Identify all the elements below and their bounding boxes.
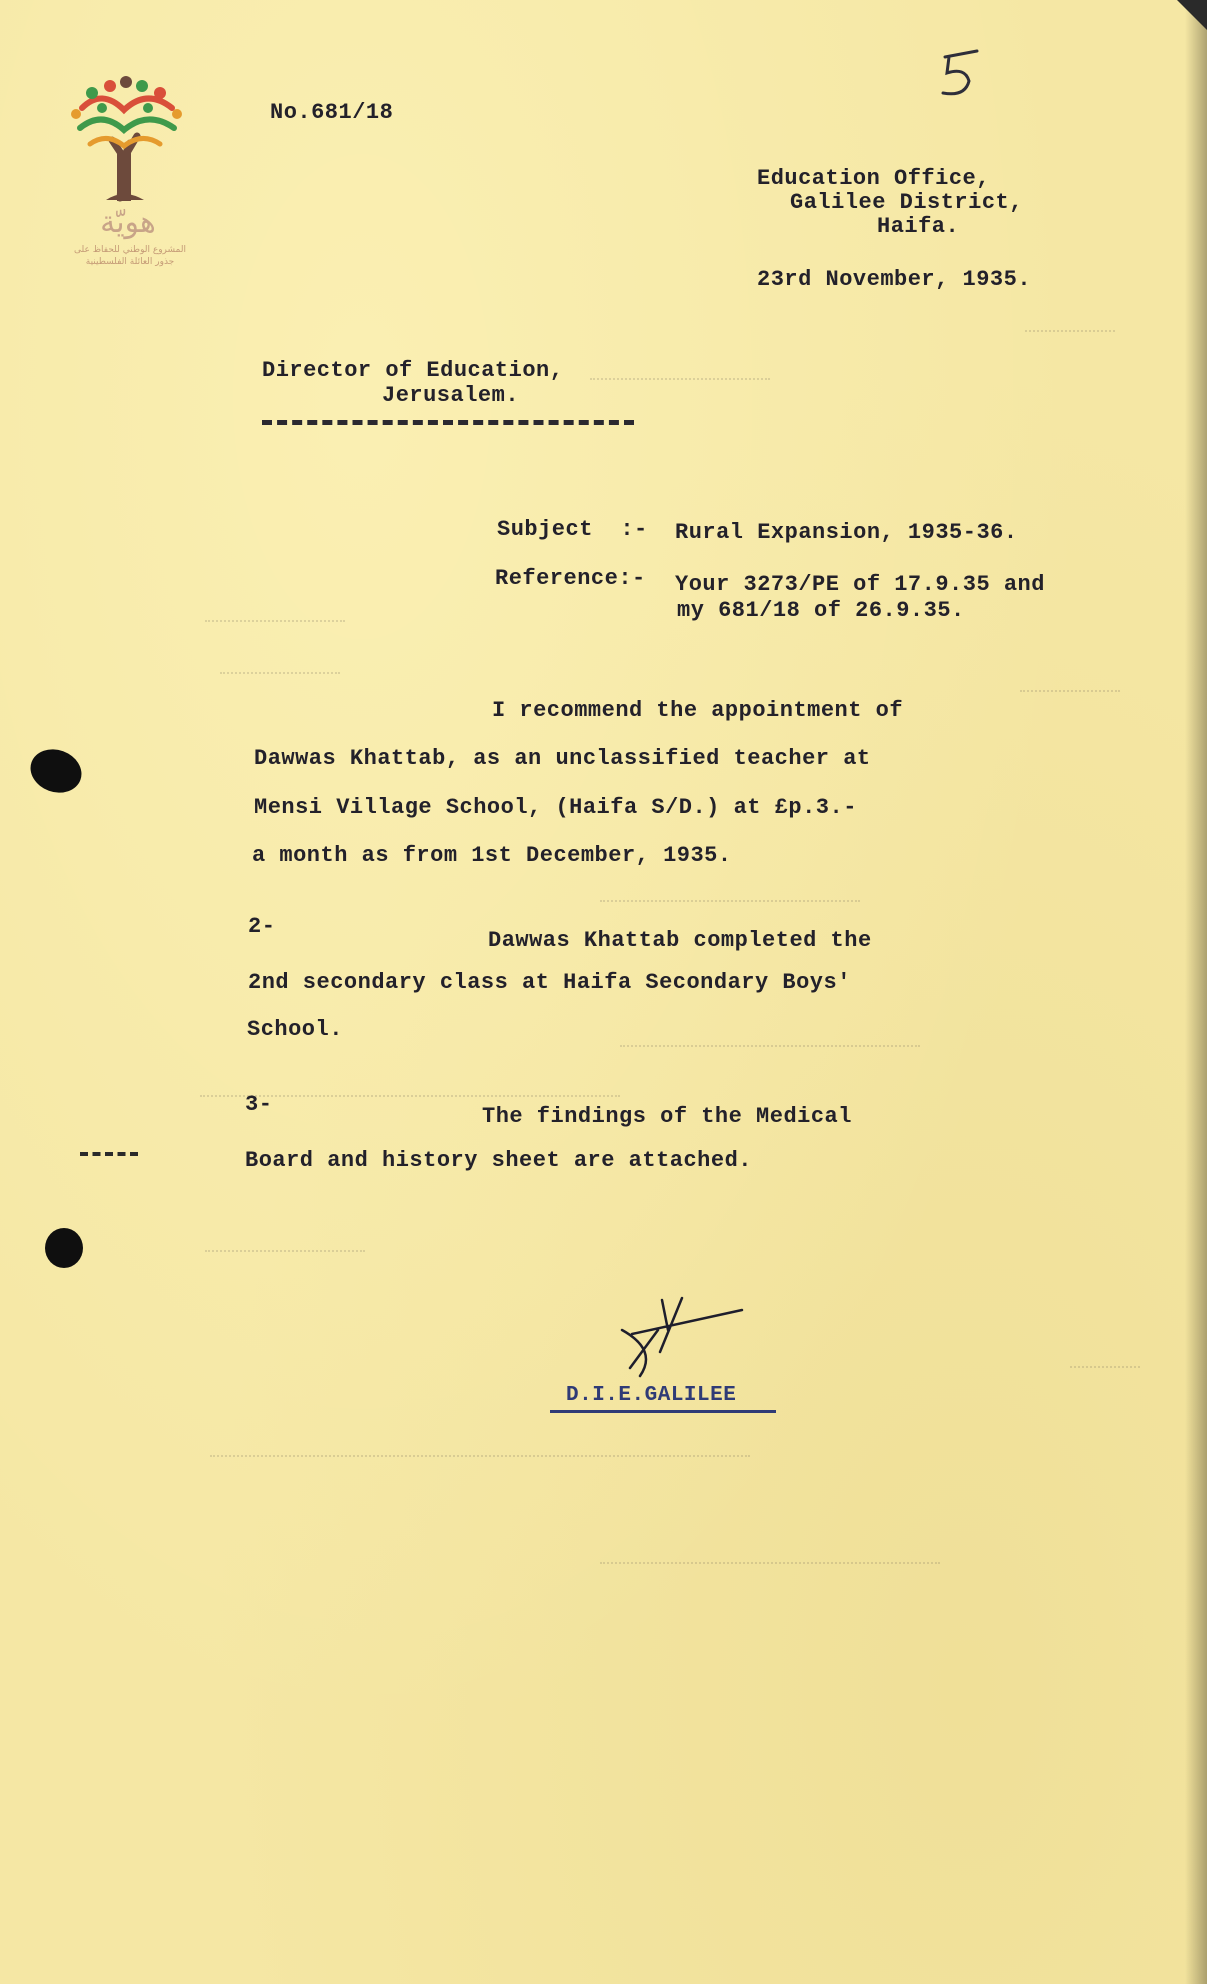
paragraph3-line: Board and history sheet are attached. — [245, 1148, 752, 1173]
sender-address-line: Haifa. — [877, 214, 960, 239]
letter-date: 23rd November, 1935. — [757, 267, 1032, 292]
paragraph2-line: Dawwas Khattab completed the — [488, 928, 872, 953]
reference-line: Your 3273/PE of 17.9.35 and — [675, 572, 1045, 597]
punch-hole — [45, 1228, 83, 1268]
reference-label: Reference:- — [495, 566, 646, 591]
logo-caption-line: المشروع الوطني للحفاظ على — [73, 245, 186, 255]
bleed-through-mark — [620, 1045, 920, 1047]
bleed-through-mark — [210, 1455, 750, 1457]
margin-dash-mark — [80, 1152, 138, 1156]
paragraph1-line: Dawwas Khattab, as an unclassified teacher at — [254, 746, 871, 771]
handwritten-signature — [610, 1290, 755, 1380]
bleed-through-mark — [205, 1250, 365, 1252]
bleed-through-mark — [590, 378, 770, 380]
recipient-line: Director of Education, — [262, 358, 564, 383]
bleed-through-mark — [220, 672, 340, 674]
bleed-through-mark — [600, 900, 860, 902]
bleed-through-mark — [600, 1562, 940, 1564]
logo-caption — [40, 244, 220, 268]
paragraph2-number: 2- — [248, 914, 276, 939]
subject-label: Subject :- — [497, 517, 648, 542]
logo-caption-line: جذور العائلة الفلسطينية — [85, 257, 175, 267]
page-edge-shadow — [1185, 0, 1207, 1984]
paragraph1-line: I recommend the appointment of — [492, 698, 904, 723]
paragraph3-line: The findings of the Medical — [482, 1104, 852, 1129]
paragraph3-number: 3- — [245, 1092, 273, 1117]
paragraph2-line: School. — [247, 1017, 343, 1042]
handwritten-page-mark — [935, 45, 985, 105]
punch-hole — [24, 742, 87, 799]
recipient-underline — [262, 420, 634, 425]
tree-icon — [71, 76, 182, 201]
reference-number: No.681/18 — [270, 100, 394, 125]
signature-title: D.I.E.GALILEE — [566, 1384, 737, 1407]
bleed-through-mark — [1020, 690, 1120, 692]
recipient-line: Jerusalem. — [382, 383, 520, 408]
logo-arabic-name: هويّة — [100, 205, 156, 240]
signature-underline — [550, 1410, 776, 1413]
bleed-through-mark — [205, 620, 345, 622]
subject-text: Rural Expansion, 1935-36. — [675, 520, 1018, 545]
bleed-through-mark — [1070, 1366, 1140, 1368]
sender-address-line: Galilee District, — [790, 190, 1023, 215]
bleed-through-mark — [1025, 330, 1115, 332]
paragraph1-line: a month as from 1st December, 1935. — [252, 843, 732, 868]
sender-address-line: Education Office, — [757, 166, 990, 191]
reference-line: my 681/18 of 26.9.35. — [677, 598, 965, 623]
scan-corner — [1177, 0, 1207, 30]
paragraph1-line: Mensi Village School, (Haifa S/D.) at £p.3.- — [254, 795, 857, 820]
paragraph2-line: 2nd secondary class at Haifa Secondary Boys' — [248, 970, 851, 995]
page-mark-text: 5 — [935, 45, 936, 46]
